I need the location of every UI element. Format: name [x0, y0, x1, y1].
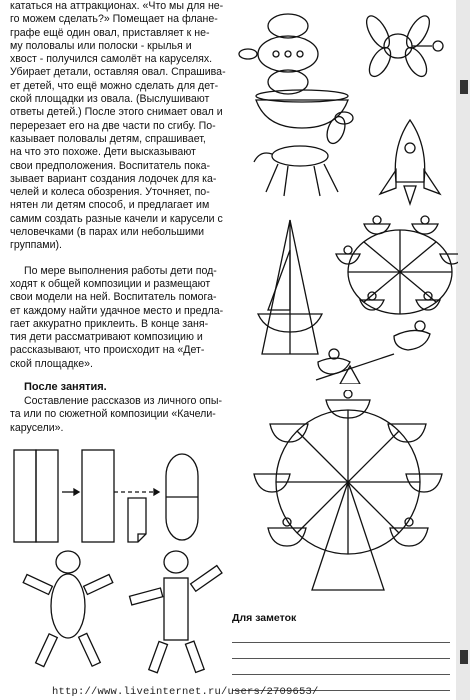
note-line	[232, 627, 450, 643]
paper-strip-left	[14, 450, 36, 542]
folded-corner-sheet	[128, 498, 146, 542]
horse-tail	[254, 153, 272, 162]
plane-body	[258, 36, 318, 72]
rotor-blade	[401, 44, 431, 80]
figure-arm	[191, 566, 222, 592]
folded-sheet	[82, 450, 114, 542]
figure-body	[51, 574, 85, 638]
horse-rocket-illustration	[240, 110, 460, 210]
arrow-head	[74, 489, 79, 495]
text-line: хвост - получился самолёт на каруселях.	[10, 53, 213, 66]
text-line: свои модели на ней. Воспитатель помога-	[10, 291, 217, 304]
duck-seat	[318, 358, 350, 374]
rocket-body	[395, 120, 424, 182]
oval-steps-illustration	[10, 444, 235, 548]
horse-leg	[324, 164, 338, 192]
figure-head	[56, 551, 80, 573]
text-line: на что это похоже. Дети высказывают	[10, 146, 196, 159]
notes-title: Для заметок	[232, 612, 297, 624]
arrow-head	[154, 489, 159, 495]
figure-arm	[130, 588, 163, 605]
text-line: человечками (в парах или небольшими	[10, 226, 205, 239]
figure-leg	[36, 634, 58, 667]
note-line	[232, 659, 450, 675]
figure-arm	[23, 574, 52, 594]
paragraph-1	[10, 0, 232, 253]
swing-carousel-illustration	[244, 214, 458, 384]
figure-leg	[185, 641, 204, 672]
text-line: кататься на аттракционах. «Что мы для не-	[10, 0, 224, 12]
carousel-seat	[364, 224, 390, 234]
window	[297, 51, 303, 57]
window	[273, 51, 279, 57]
figures-illustration	[10, 548, 235, 680]
person-head	[344, 390, 352, 398]
rotor-blade	[365, 44, 395, 80]
person-head	[415, 321, 425, 331]
person-head	[421, 216, 429, 224]
rocket-window	[405, 143, 415, 153]
text-line: По мере выполнения работы дети под-	[24, 264, 217, 277]
text-line: та или по сюжетной композиции «Качели-	[10, 408, 216, 421]
ferris-wheel-illustration	[250, 390, 450, 600]
swing-sail	[268, 250, 290, 310]
horse-body	[272, 146, 328, 166]
text-line: самим создать разные качели и карусели с	[10, 212, 223, 225]
text-line: графе ещё один овал, приставляет к не-	[10, 26, 210, 39]
person-head	[373, 216, 381, 224]
text-line: челей и колеса обозрения. Уточняет, по-	[10, 186, 210, 199]
figure-leg	[79, 633, 101, 666]
text-line: гает аккуратно приклеить. В конце заня-	[10, 317, 209, 330]
figure-arm	[84, 574, 113, 594]
cabin	[268, 528, 306, 546]
edge-marker	[460, 650, 468, 664]
figure-head	[164, 551, 188, 573]
duck-seat	[394, 330, 430, 350]
edge-marker	[460, 80, 468, 94]
person-head	[344, 246, 352, 254]
text-line: му половалы или полоски - крылья и	[10, 39, 192, 52]
cabin	[254, 474, 290, 492]
text-line: зывает вариант создания лодочек для ка-	[10, 172, 217, 185]
text-line: ской площадки из овала. (Выслушивают	[10, 93, 210, 106]
figure-body	[164, 578, 188, 640]
text-line: го можем сделать?» Помещает на флане-	[10, 13, 218, 26]
text-line: ответы детей.) После этого снимает овал и	[10, 106, 223, 119]
page-edge-strip	[456, 0, 470, 700]
text-line: перерезает его на две части по сгибу. По-	[10, 119, 216, 132]
text-line: нятен ли детям способ, и предлагает им	[10, 199, 210, 212]
rocket-fin	[424, 170, 440, 194]
text-line: рассказывают, что происходит на «Дет-	[10, 344, 205, 357]
paragraph-2	[10, 265, 232, 371]
window	[285, 51, 291, 57]
notes-section	[232, 612, 450, 691]
rocket-flame	[404, 186, 416, 204]
horse-leg	[266, 164, 278, 192]
note-line	[232, 643, 450, 659]
horse-leg	[314, 166, 320, 196]
figure-leg	[149, 641, 168, 672]
text-line: ет каждому найти удачное место и предла-	[10, 304, 224, 317]
source-url: http://www.liveinternet.ru/users/2709653/	[52, 686, 319, 698]
rocket-fin	[380, 170, 396, 194]
tail-rotor	[433, 41, 443, 51]
carousel-seat	[336, 254, 360, 264]
horse-neck	[324, 114, 349, 146]
rotor-blade	[362, 12, 394, 51]
text-line: Составление рассказов из личного опы-	[24, 395, 223, 408]
text-line: Убирает детали, оставляя овал. Спрашива-	[10, 66, 226, 79]
horse-leg	[284, 166, 288, 196]
text-line: карусели».	[10, 421, 64, 434]
plane-tail	[239, 49, 257, 59]
plane-wing	[268, 14, 308, 38]
text-line: казывает половалы детям, спрашивает,	[10, 132, 206, 145]
text-line: ходят к общей композиции и размещают	[10, 277, 211, 290]
paragraph-after-lesson	[10, 395, 232, 435]
text-line: ской площадке».	[10, 357, 94, 370]
section-title-after-lesson: После занятия.	[24, 381, 107, 394]
paper-strip-right	[36, 450, 58, 542]
text-line: ет детей, что ещё можно сделать для дет-	[10, 79, 219, 92]
text-line: тия дети рассматривают композицию и	[10, 331, 203, 344]
cabin	[390, 528, 428, 546]
text-line: свои предположения. Воспитатель пока-	[10, 159, 210, 172]
text-line: группами).	[10, 239, 62, 252]
text-column	[10, 0, 232, 435]
cabin	[406, 474, 442, 492]
